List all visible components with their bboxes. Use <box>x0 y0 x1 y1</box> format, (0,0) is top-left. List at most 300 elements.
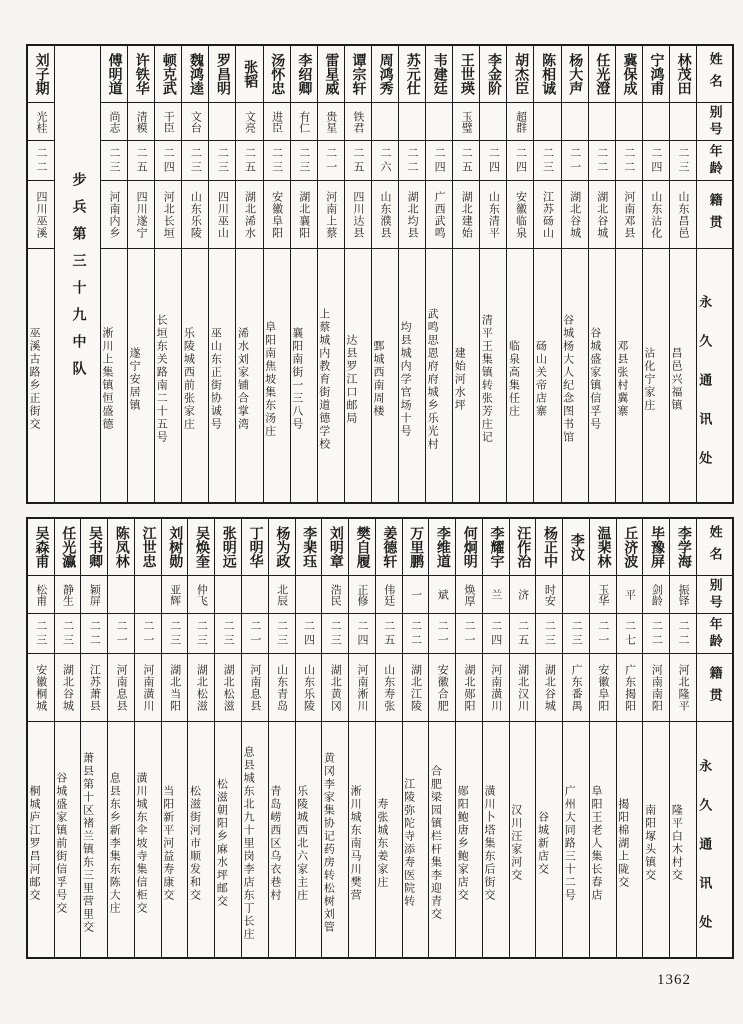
person-column <box>54 519 81 957</box>
address-cell <box>55 722 81 957</box>
person-column <box>100 46 127 502</box>
age-cell-text: 二五 <box>516 619 529 648</box>
age-cell <box>372 141 398 181</box>
native-place-cell <box>483 654 509 722</box>
age-cell-text: 二三 <box>275 619 288 648</box>
person-column <box>402 519 429 957</box>
address-cell <box>589 249 615 502</box>
name-cell <box>456 519 482 576</box>
name-cell <box>643 46 669 103</box>
address-cell-text: 浠水刘家铺合掌湾 <box>236 327 249 431</box>
address-cell <box>215 722 241 957</box>
field-header-alias-label: 别号 <box>707 104 723 139</box>
age-cell-text: 二三 <box>189 146 202 175</box>
address-cell <box>426 249 452 502</box>
name-cell-text: 杨为政 <box>274 526 290 568</box>
address-cell <box>318 249 344 502</box>
native-place-cell <box>296 654 322 722</box>
name-cell-text: 杨正中 <box>541 526 557 568</box>
name-cell <box>349 519 375 576</box>
address-cell-text: 清平王集镇转张芳庄记 <box>480 314 493 444</box>
alias-cell <box>81 576 107 614</box>
field-header-native <box>697 654 732 722</box>
native-place-cell <box>128 181 154 249</box>
field-header-native-label: 籍贯 <box>707 192 723 237</box>
address-cell-text: 襄阳南街一三八号 <box>290 327 303 431</box>
native-place-cell-text: 广西武鸣 <box>433 190 446 239</box>
person-column <box>241 519 268 957</box>
address-cell <box>236 249 262 502</box>
name-cell-text: 陈相诚 <box>540 53 556 95</box>
age-cell-text: 二四 <box>649 146 662 175</box>
person-column <box>533 46 560 502</box>
name-cell <box>182 46 208 103</box>
name-cell <box>209 46 235 103</box>
age-cell-text: 二三 <box>108 146 121 175</box>
name-cell-text: 李维道 <box>434 526 450 568</box>
address-cell <box>643 249 669 502</box>
native-place-cell-text: 河南淅川 <box>355 663 368 712</box>
alias-cell <box>483 576 509 614</box>
address-cell-text: 揭阳棉湖上陇交 <box>616 797 629 889</box>
alias-cell-text: 清模 <box>135 110 148 133</box>
name-cell <box>507 46 533 103</box>
age-cell-text: 二一 <box>115 619 128 648</box>
alias-cell <box>345 103 371 141</box>
name-cell-text: 王世瑛 <box>458 53 474 95</box>
native-place-cell <box>507 181 533 249</box>
age-cell <box>562 141 588 181</box>
age-cell-text: 二四 <box>487 146 500 175</box>
age-cell <box>291 141 317 181</box>
person-column <box>535 519 562 957</box>
age-cell-text: 二三 <box>329 619 342 648</box>
address-cell-text: 砀山关帝店寨 <box>534 340 547 418</box>
native-place-cell-text: 山东乐陵 <box>189 190 202 239</box>
alias-cell <box>372 103 398 141</box>
age-cell <box>182 141 208 181</box>
alias-cell <box>296 576 322 614</box>
address-cell-text: 均县城内学官场十号 <box>399 320 412 438</box>
age-cell-text: 二三 <box>270 146 283 175</box>
native-place-cell-text: 安徽阜阳 <box>596 663 609 712</box>
age-cell <box>616 141 642 181</box>
alias-cell <box>318 103 344 141</box>
person-column <box>321 519 348 957</box>
alias-cell <box>28 103 54 141</box>
address-cell <box>376 722 402 957</box>
native-place-cell <box>108 654 134 722</box>
address-cell-text: 达县罗江口邮局 <box>344 333 357 425</box>
address-cell <box>209 249 235 502</box>
native-place-cell <box>236 181 262 249</box>
native-place-cell <box>242 654 268 722</box>
native-place-cell-text: 湖北谷城 <box>61 663 74 712</box>
alias-cell-text: 松甫 <box>34 583 47 606</box>
native-place-cell-text: 湖北谷城 <box>543 663 556 712</box>
native-place-cell-text: 河南潢川 <box>489 663 502 712</box>
age-cell-text: 二五 <box>135 146 148 175</box>
name-cell <box>536 519 562 576</box>
alias-cell <box>616 103 642 141</box>
person-column <box>208 46 235 502</box>
name-cell <box>372 46 398 103</box>
age-cell-text: 二四 <box>355 619 368 648</box>
alias-cell <box>670 576 696 614</box>
alias-cell <box>507 103 533 141</box>
name-cell <box>589 46 615 103</box>
age-cell <box>135 614 161 654</box>
field-header-column <box>696 519 732 957</box>
address-cell-text: 邓县张村冀寨 <box>615 340 628 418</box>
address-cell-text: 谷城盛家镇前街信孚号交 <box>54 771 67 915</box>
address-cell <box>162 722 188 957</box>
age-cell <box>162 614 188 654</box>
native-place-cell <box>162 654 188 722</box>
address-cell-text: 淅川城东南马川樊营 <box>349 784 362 902</box>
age-cell-text: 二二 <box>406 146 419 175</box>
address-cell <box>182 249 208 502</box>
alias-cell <box>108 576 134 614</box>
native-place-cell <box>55 654 81 722</box>
age-cell <box>242 614 268 654</box>
field-header-age-label: 年龄 <box>707 616 723 651</box>
name-cell-text: 刘子期 <box>33 53 49 95</box>
native-place-cell <box>563 654 589 722</box>
page-number: 1362 <box>657 972 691 988</box>
person-column <box>482 519 509 957</box>
native-place-cell-text: 河南南阳 <box>650 663 663 712</box>
person-column <box>615 46 642 502</box>
name-cell-text: 刘明章 <box>327 526 343 568</box>
name-cell-text: 任光瀛 <box>60 526 76 568</box>
roster-table-top <box>26 44 734 504</box>
age-cell <box>236 141 262 181</box>
alias-cell-text: 兰 <box>489 589 502 600</box>
person-column <box>509 519 536 957</box>
address-cell <box>101 249 127 502</box>
address-cell-text: 沾化宁家庄 <box>642 346 655 412</box>
name-cell-text: 刘树勋 <box>167 526 183 568</box>
native-place-cell-text: 四川巫山 <box>216 190 229 239</box>
native-place-cell-text: 河南内乡 <box>108 190 121 239</box>
person-column <box>268 519 295 957</box>
alias-cell <box>480 103 506 141</box>
name-cell-text: 李学海 <box>675 526 691 568</box>
person-column <box>452 46 479 502</box>
name-cell <box>81 519 107 576</box>
name-cell <box>291 46 317 103</box>
address-cell-text: 阜阳南焦坡集东汤庄 <box>263 320 276 438</box>
address-cell-text: 南阳塚头镇交 <box>643 804 656 882</box>
name-cell-text: 丁明华 <box>247 526 263 568</box>
address-cell <box>590 722 616 957</box>
age-cell-text: 二二 <box>622 146 635 175</box>
name-cell-text: 张韬 <box>242 60 258 88</box>
age-cell <box>590 614 616 654</box>
age-cell-text: 二四 <box>489 619 502 648</box>
age-cell-text: 二七 <box>623 619 636 648</box>
name-cell <box>28 46 54 103</box>
name-cell-text: 李绍卿 <box>296 53 312 95</box>
age-cell-text: 二一 <box>568 146 581 175</box>
person-column <box>669 46 696 502</box>
unit-divider-label: 步兵第三十九中队 <box>70 172 86 388</box>
name-cell <box>480 46 506 103</box>
name-cell <box>28 519 54 576</box>
age-cell-text: 二二 <box>88 619 101 648</box>
name-cell <box>590 519 616 576</box>
age-cell-text: 二三 <box>34 619 47 648</box>
alias-cell <box>376 576 402 614</box>
address-cell <box>480 249 506 502</box>
alias-cell <box>670 103 696 141</box>
address-cell-text: 乐陵城西前张家庄 <box>182 327 195 431</box>
name-cell <box>108 519 134 576</box>
address-cell-text: 萧县第十区褚兰镇东三里营里交 <box>81 752 94 934</box>
person-column <box>127 46 154 502</box>
address-cell <box>264 249 290 502</box>
age-cell <box>563 614 589 654</box>
alias-cell-text: 剑龄 <box>650 583 663 606</box>
name-cell-text: 顿克武 <box>160 53 176 95</box>
age-cell <box>322 614 348 654</box>
alias-cell-text: 亚辉 <box>168 583 181 606</box>
name-cell-text: 韦建廷 <box>431 53 447 95</box>
age-cell-text: 二三 <box>195 619 208 648</box>
name-cell-text: 李汶 <box>568 533 584 561</box>
address-cell-text: 黄冈李家集协记药房转松树刘管 <box>322 752 335 934</box>
address-cell <box>372 249 398 502</box>
address-cell-text: 寿张城东姜家庄 <box>375 797 388 889</box>
native-place-cell <box>399 181 425 249</box>
address-cell-text: 松滋街河市顺发和交 <box>188 784 201 902</box>
native-place-cell <box>345 181 371 249</box>
person-column <box>80 519 107 957</box>
address-cell-text: 郧阳鲍唐乡鲍家店交 <box>456 784 469 902</box>
native-place-cell <box>376 654 402 722</box>
address-cell <box>562 249 588 502</box>
native-place-cell-text: 山东沾化 <box>649 190 662 239</box>
native-place-cell <box>28 181 54 249</box>
age-cell-text: 二一 <box>324 146 337 175</box>
age-cell <box>480 141 506 181</box>
name-cell <box>101 46 127 103</box>
native-place-cell <box>534 181 560 249</box>
address-cell <box>643 722 669 957</box>
native-place-cell <box>291 181 317 249</box>
person-column <box>263 46 290 502</box>
alias-cell <box>643 576 669 614</box>
native-place-cell-text: 广东揭阳 <box>623 663 636 712</box>
name-cell-text: 周鸿秀 <box>377 53 393 95</box>
name-cell-text: 宁鸿甫 <box>648 53 664 95</box>
address-cell-text: 谷城新店交 <box>536 810 549 876</box>
name-cell-text: 毕豫屏 <box>649 526 665 568</box>
alias-cell <box>264 103 290 141</box>
name-cell-text: 魏鸿逵 <box>187 53 203 95</box>
unit-divider-column <box>54 46 100 502</box>
field-header-alias <box>697 103 732 141</box>
age-cell <box>617 614 643 654</box>
age-cell-text: 二一 <box>141 619 154 648</box>
address-cell-text: 谷城盛家镇信孚号 <box>588 327 601 431</box>
name-cell-text: 江世忠 <box>140 526 156 568</box>
alias-cell-text: 正修 <box>355 583 368 606</box>
age-cell <box>456 614 482 654</box>
alias-cell-text: 有仁 <box>297 110 310 133</box>
alias-cell-text: 干臣 <box>162 110 175 133</box>
address-cell <box>81 722 107 957</box>
native-place-cell <box>269 654 295 722</box>
address-cell-text: 建始河水坪 <box>453 346 466 412</box>
age-cell-text: 二三 <box>216 146 229 175</box>
native-place-cell-text: 湖北当阳 <box>168 663 181 712</box>
name-cell-text: 罗昌明 <box>215 53 231 95</box>
alias-cell-text: 玉华 <box>596 583 609 606</box>
native-place-cell-text: 湖北郧阳 <box>463 663 476 712</box>
person-column <box>295 519 322 957</box>
name-cell <box>670 519 696 576</box>
name-cell <box>345 46 371 103</box>
person-column <box>425 46 452 502</box>
address-cell-text: 乐陵城西北六家主庄 <box>295 784 308 902</box>
native-place-cell-text: 湖北浠水 <box>243 190 256 239</box>
age-cell-text: 二一 <box>463 619 476 648</box>
native-place-cell-text: 湖北松滋 <box>222 663 235 712</box>
age-cell <box>296 614 322 654</box>
person-column <box>479 46 506 502</box>
native-place-cell <box>453 181 479 249</box>
alias-cell <box>162 576 188 614</box>
address-cell-text: 谷城杨大人纪念图书馆 <box>561 314 574 444</box>
alias-cell <box>182 103 208 141</box>
address-cell <box>28 722 54 957</box>
native-place-cell <box>182 181 208 249</box>
alias-cell <box>101 103 127 141</box>
alias-cell <box>453 103 479 141</box>
native-place-cell <box>536 654 562 722</box>
age-cell <box>101 141 127 181</box>
name-cell-text: 任光澄 <box>594 53 610 95</box>
native-place-cell-text: 湖北均县 <box>406 190 419 239</box>
address-cell <box>617 722 643 957</box>
age-cell <box>429 614 455 654</box>
name-cell-text: 樊自履 <box>354 526 370 568</box>
name-cell-text: 姜德轩 <box>381 526 397 568</box>
name-cell <box>534 46 560 103</box>
native-place-cell <box>590 654 616 722</box>
alias-cell <box>590 576 616 614</box>
age-cell <box>403 614 429 654</box>
age-cell <box>507 141 533 181</box>
person-column <box>214 519 241 957</box>
field-header-alias <box>697 576 732 614</box>
age-cell <box>28 141 54 181</box>
age-cell <box>376 614 402 654</box>
native-place-cell-text: 安徽临泉 <box>514 190 527 239</box>
native-place-cell-text: 湖北建始 <box>460 190 473 239</box>
name-cell <box>269 519 295 576</box>
alias-cell <box>562 103 588 141</box>
name-cell-text: 胡杰臣 <box>513 53 529 95</box>
address-cell-text: 汉川汪家河交 <box>509 804 522 882</box>
address-cell <box>242 722 268 957</box>
field-header-column <box>696 46 732 502</box>
name-cell <box>296 519 322 576</box>
age-cell-text: 二二 <box>595 146 608 175</box>
age-cell <box>349 614 375 654</box>
name-cell-text: 许铁华 <box>133 53 149 95</box>
alias-cell <box>236 103 262 141</box>
field-header-native <box>697 181 732 249</box>
address-cell <box>291 249 317 502</box>
name-cell-text: 雷星威 <box>323 53 339 95</box>
person-column <box>642 519 669 957</box>
native-place-cell <box>215 654 241 722</box>
native-place-cell <box>429 654 455 722</box>
alias-cell-text: 伟廷 <box>382 583 395 606</box>
name-cell-text: 吴森甫 <box>33 526 49 568</box>
native-place-cell <box>28 654 54 722</box>
address-cell <box>616 249 642 502</box>
age-cell-text: 二二 <box>650 619 663 648</box>
address-cell <box>296 722 322 957</box>
age-cell-text: 二五 <box>382 619 395 648</box>
person-column <box>371 46 398 502</box>
native-place-cell-text: 河南潢川 <box>141 663 154 712</box>
alias-cell <box>534 103 560 141</box>
age-cell <box>108 614 134 654</box>
native-place-cell-text: 山东乐陵 <box>302 663 315 712</box>
alias-cell-text: 超群 <box>514 110 527 133</box>
age-cell-text: 二三 <box>543 619 556 648</box>
person-column <box>398 46 425 502</box>
name-cell-text: 何炯明 <box>461 526 477 568</box>
name-cell <box>399 46 425 103</box>
person-column <box>161 519 188 957</box>
name-cell-text: 李棐珏 <box>301 526 317 568</box>
age-cell <box>264 141 290 181</box>
native-place-cell-text: 河北长垣 <box>162 190 175 239</box>
alias-cell-text: 颖屏 <box>88 583 101 606</box>
address-cell-text: 息县东乡新李集东陈大庄 <box>108 771 121 915</box>
name-cell <box>563 519 589 576</box>
native-place-cell-text: 山东清平 <box>487 190 500 239</box>
alias-cell <box>536 576 562 614</box>
native-place-cell-text: 河南息县 <box>115 663 128 712</box>
address-cell-text: 息县城东北九十里岗李店东丁长庄 <box>242 745 255 941</box>
person-column <box>561 46 588 502</box>
person-column <box>562 519 589 957</box>
name-cell-text: 陈凤林 <box>113 526 129 568</box>
name-cell <box>215 519 241 576</box>
age-cell <box>536 614 562 654</box>
age-cell <box>589 141 615 181</box>
address-cell <box>135 722 161 957</box>
name-cell <box>55 519 81 576</box>
address-cell-text: 潢川卜塔集东后街交 <box>482 784 495 902</box>
native-place-cell <box>209 181 235 249</box>
alias-cell <box>242 576 268 614</box>
age-cell <box>209 141 235 181</box>
name-cell <box>562 46 588 103</box>
name-cell-text: 李耀宇 <box>488 526 504 568</box>
person-column <box>588 46 615 502</box>
person-column <box>669 519 696 957</box>
alias-cell-text: 铁君 <box>351 110 364 133</box>
alias-cell <box>643 103 669 141</box>
